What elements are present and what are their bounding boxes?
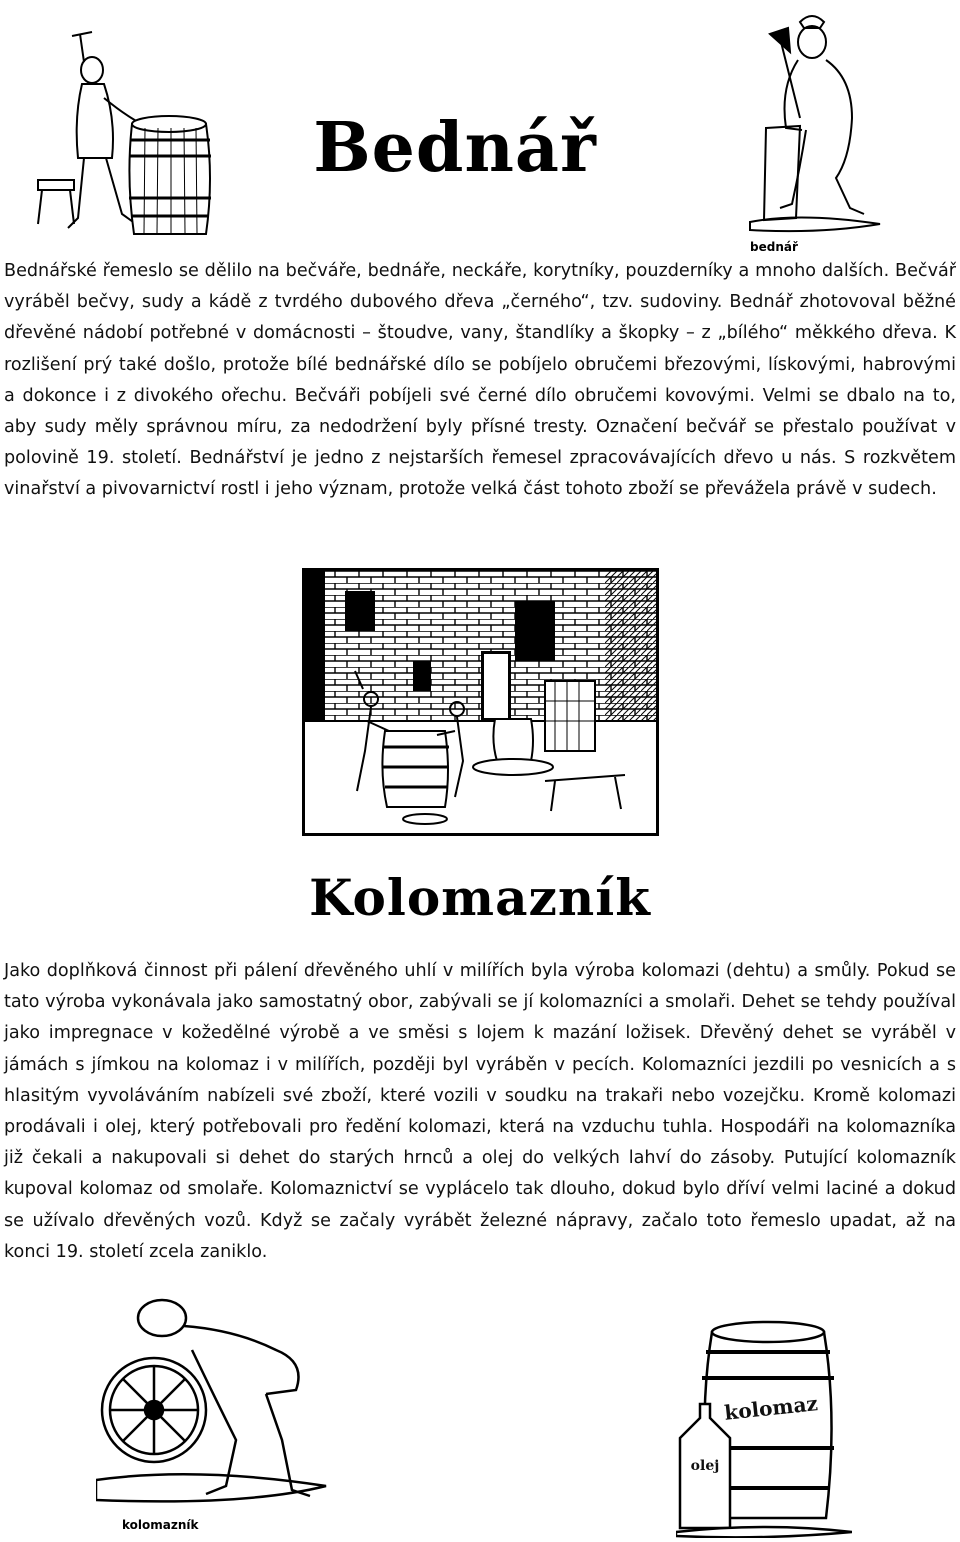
kolomaznik-image-caption: kolomazník	[122, 1518, 199, 1532]
kolomaznik-wheel-illustration	[96, 1290, 346, 1540]
kolomaznik-paragraph: Jako doplňková činnost při pálení dřevěného uhlí v milířích byla výroba kolomazi (dehtu) a smůly. Pokud se tato výroba vykonávala jako samostatný obor, zabývali se jí kolomazníci a smolaři. Dehet se tehdy používal jako impregnace v kožedělné výrobě a ve směsi s lojem k mazání ložisek. Dřevěný dehet se vyráběl v jámách s jímkou na kolomaz i v milířích, později byl vyráběn v pecích. Kolomazníci jezdili po vesnicích a s hlasitým vyvoláváním nabízeli své zboží, které vozili v soudku na trakaři nebo vozejčku. Kromě kolomazi prodávali i olej, který potřebovali pro ředění kolomazi, která na vzduchu tuhla. Hospodáři na kolomazníka již čekali a nakupovali si dehet do starých hrnců a olej do velkých lahví do zásoby. Putující kolomazník kupoval kolomaz od smolaře. Kolomaznictví se vyplácelo tak dlouho, dokud bylo dříví velmi laciné a dokud se užívalo dřevěných vozů. Když se začaly vyrábět železné nápravy, začalo toto řemeslo upadat, až na konci 19. století zcela zaniklo.	[4, 961, 956, 1262]
section-title-kolomaznik: Kolomazník	[309, 868, 651, 927]
cooper-with-axe-illustration	[740, 8, 890, 260]
bottle-label: olej	[690, 1458, 720, 1474]
bednar-image-caption: bednář	[750, 240, 798, 254]
barrel-label: kolomaz	[723, 1391, 819, 1425]
bednar-paragraph: Bednářské řemeslo se dělilo na bečváře, bednáře, neckáře, korytníky, pouzderníky a mnoho dalších. Bečvář vyráběl bečvy, sudy a kádě z tvrdého dubového dřeva „černého“, tzv. sudoviny. Bednář zhotovoval běžné dřevěné nádobí potřebné v domácnosti – štoudve, vany, štandlíky a škopky – z „bílého“ měkkého dřeva. K rozlišení prý také došlo, protože bílé bednářské dílo se pobíjelo obručemi březovými, lískovými, habrovými a dokonce i z divokého ořechu. Bečváři pobíjeli své černé dílo obručemi kovovými. Velmi se dbalo na to, aby sudy měly správnou míru, za nedodržení byly přísné tresty. Označení bečvář se přestalo používat v polovině 19. století. Bednářství je jedno z nejstarších řemesel zpracovávajících dřevo u nás. S rozkvětem vinařství a pivovarnictví rostl i jeho význam, protože velká část tohoto zboží se převážela právě v sudech.	[4, 261, 956, 500]
barrel-and-bottle-illustration	[676, 1318, 852, 1538]
section-title-bednar: Bednář	[313, 108, 597, 188]
workshop-woodcut-illustration	[302, 568, 659, 836]
